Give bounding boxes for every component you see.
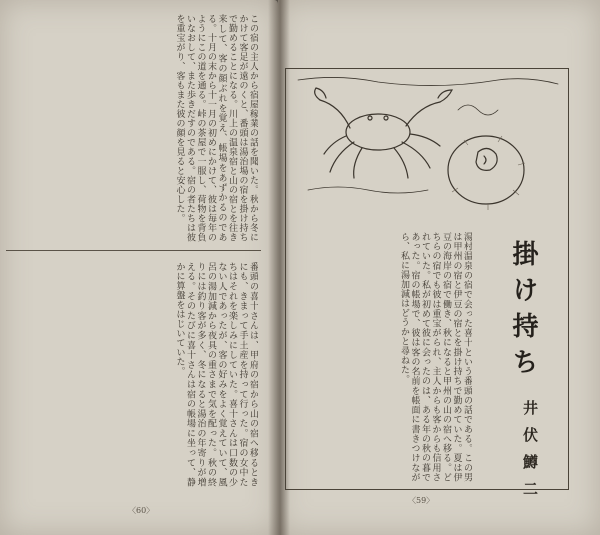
right-page-body-text: 湯村温泉の宿で会った喜十という番頭の話である。この男は甲州の宿と伊豆の宿とを掛け持ちで勤めていた。夏は伊豆の海岸の宿で働き、秋になると甲州の山の宿へ移る。どちらの宿でも彼は重宝がられ、主人からも客からも信用されていた。私が初めて彼に会ったのは、ある年の秋の暮であった。宿の帳場で、彼は客の名前を帳面に書きつけながら、私に湯加減はどうかと尋ねた。 (399, 232, 472, 482)
crab-and-sea-urchin-illustration (288, 70, 566, 220)
left-page-number: 〈60〉 (128, 506, 155, 515)
left-page-upper-text: この宿の主人から宿屋稼業の話を聞いた。秋から冬にかけて客足が遠のくと、番頭は湯治場の宿を掛け持ちで勤めることになる。川上の温泉宿と山の宿とを往き来して、客の顔ぶれを覚え、帳場をあずかるのである。十月の末から十一月の初めにかけて、彼は毎年のようにこの道を通る。峠の茶屋で一服し、荷物を背負いなおして、また歩きだすのである。宿の者たちは彼を重宝がり、客もまた彼の顔を見ると安心した。 (174, 14, 258, 242)
story-author: 井伏鱒二 (521, 400, 539, 508)
right-page-number: 〈59〉 (408, 496, 435, 505)
left-page-lower-text: 番頭の喜十さんは、甲府の宿から山の宿へ移るときにも、きまって手土産を持って行った。宿の女中たちはそれを楽しみにしていた。喜十さんは口数の少ない人であったが、客の好みをよく覚えていて、風呂の湯加減から夜具の重さまで気を配った。秋の終りには釣り客が多く、冬になると湯治の年寄りが増える。そのたびに喜十さんは宿の帳場に坐って、静かに算盤をはじいていた。 (174, 262, 258, 487)
story-title: 掛け持ち (508, 240, 538, 384)
left-page-divider (6, 250, 261, 251)
